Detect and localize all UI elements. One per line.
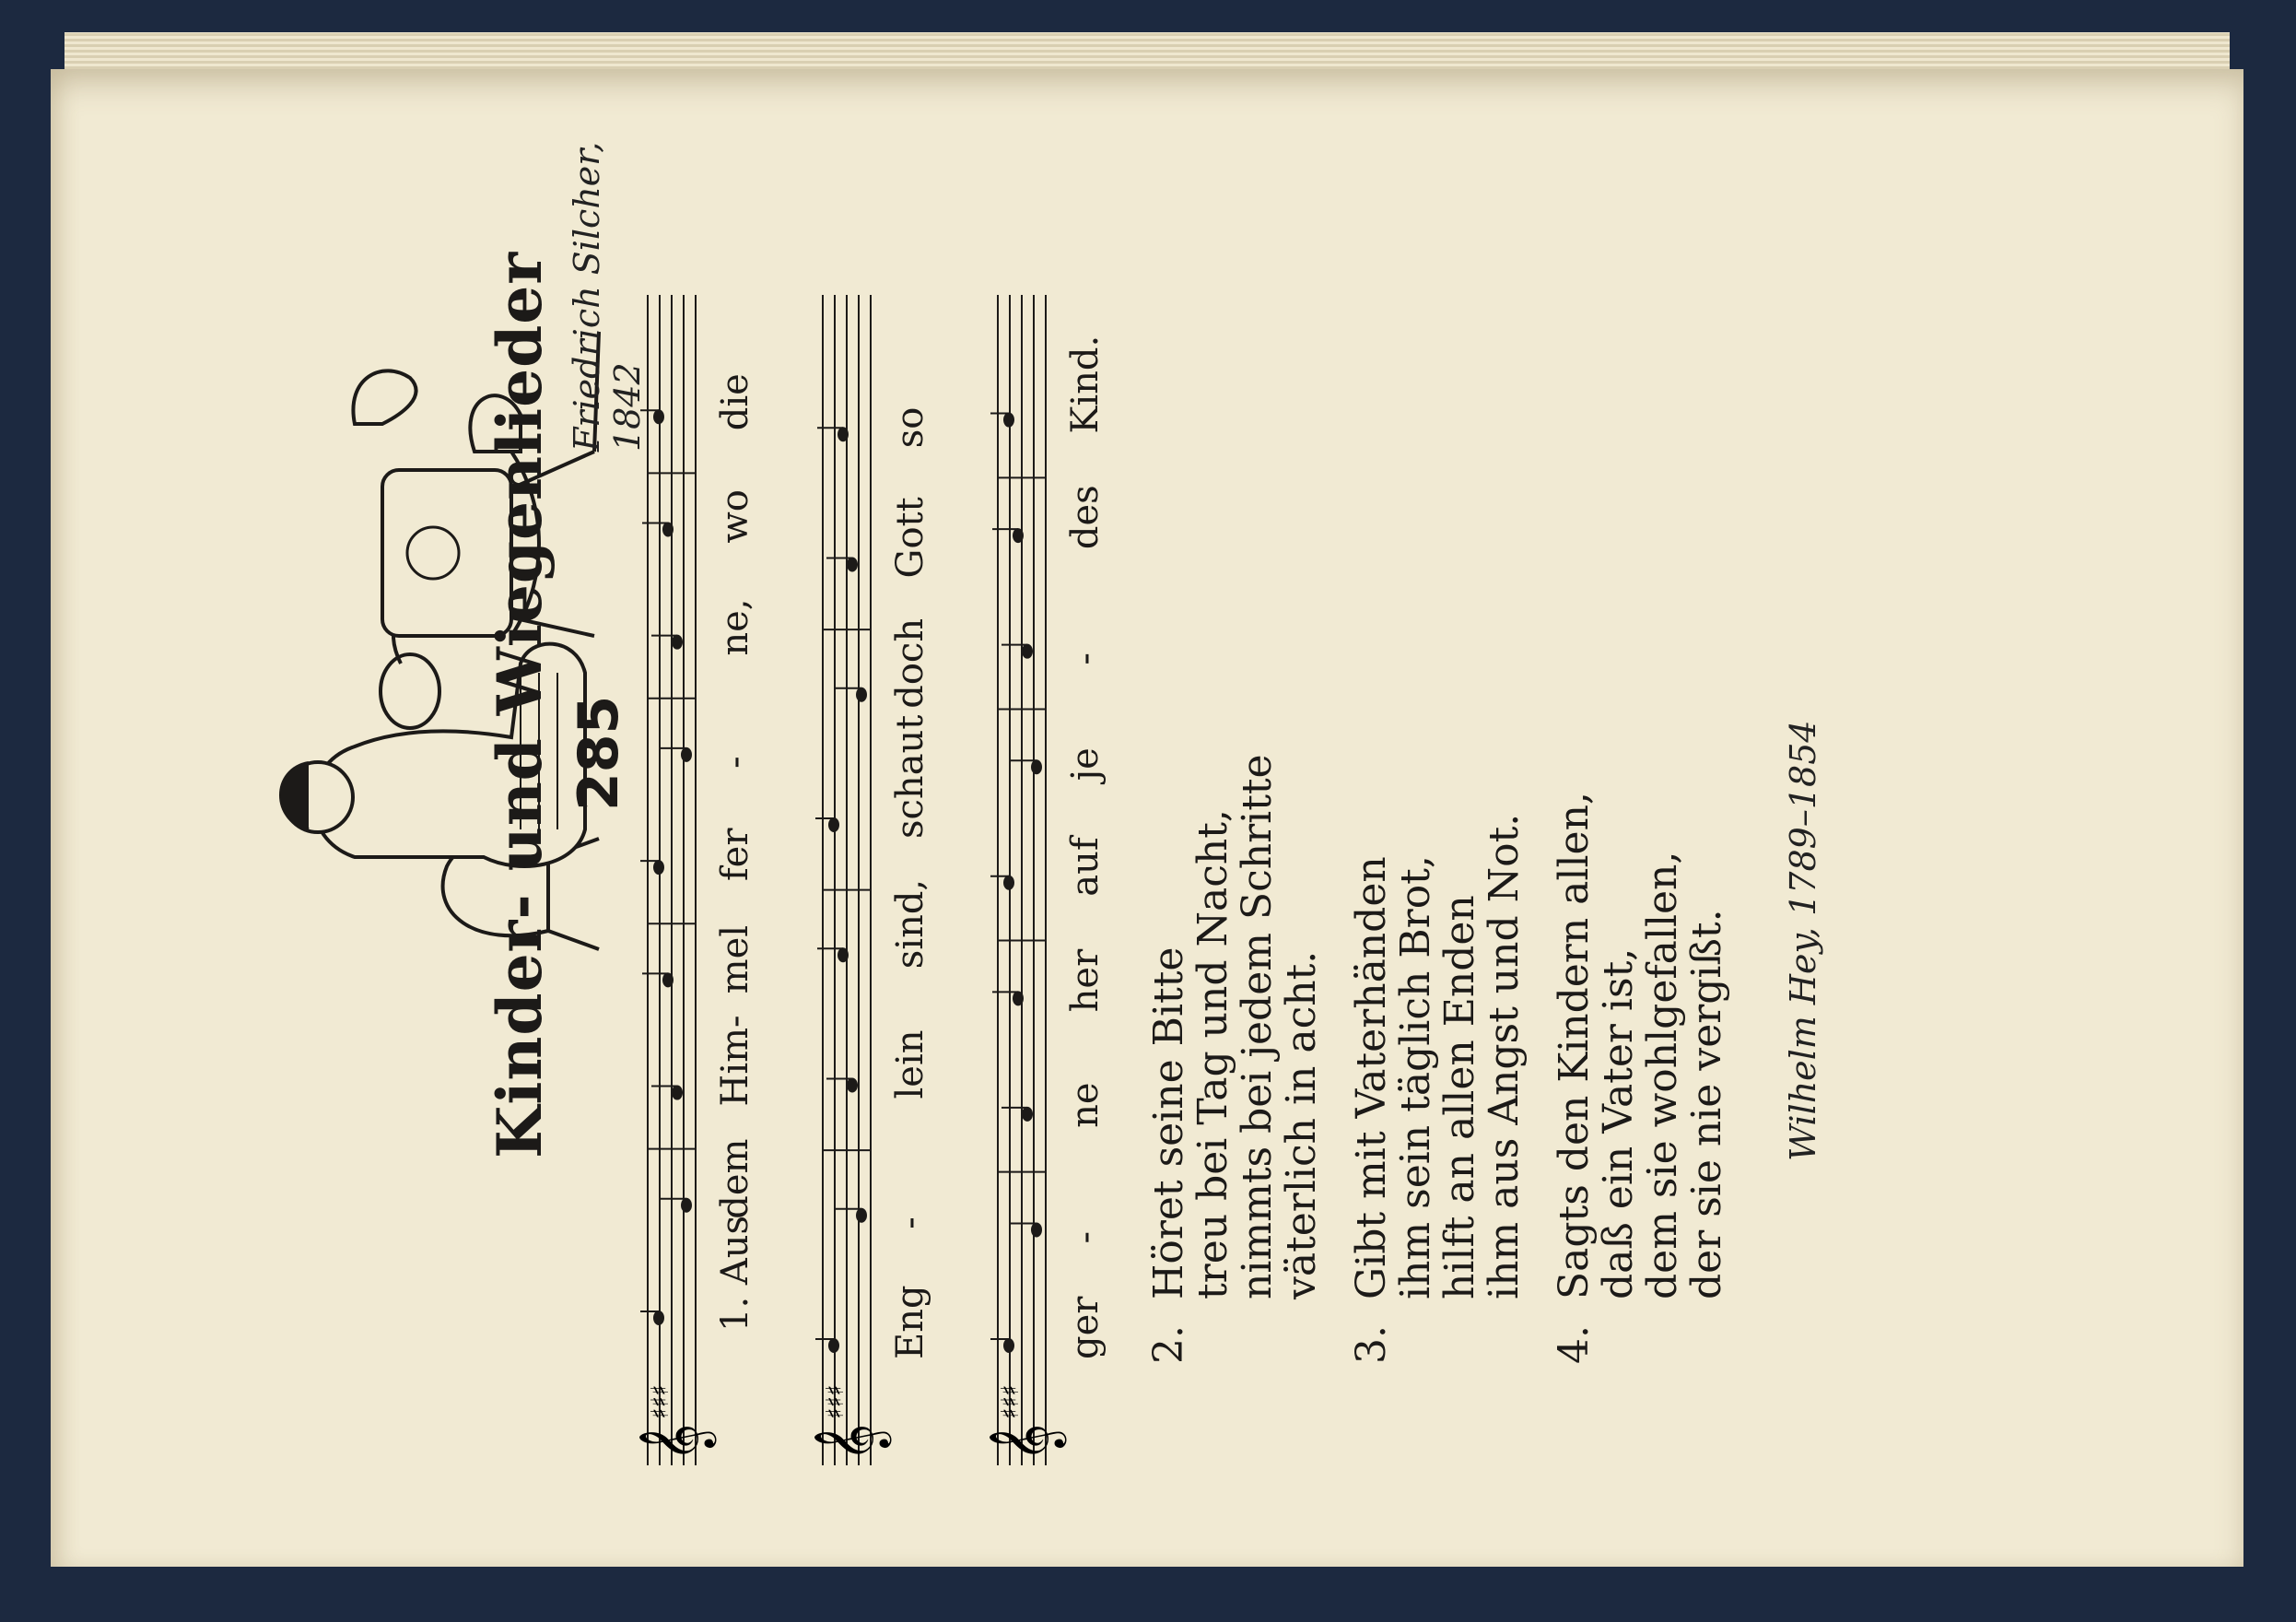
note-head [847, 1078, 858, 1093]
author-credit: Wilhelm Hey, 1789–1854 [1783, 720, 1823, 1161]
note-head [672, 1086, 683, 1100]
lyric-syllable: her [1064, 948, 1107, 1013]
song-number: 285 [567, 695, 631, 811]
verse-number: 3. [1348, 1325, 1395, 1364]
note-head [838, 947, 849, 962]
lyric-syllable: ger [1064, 1296, 1107, 1359]
verse-3 [1350, 258, 1543, 1364]
key-signature-sharps: ♯♯♯ [647, 1384, 674, 1419]
note-head [653, 409, 664, 424]
verse-line: ihm sein täglich Brot, [1392, 855, 1439, 1299]
lyric-syllable: Kind. [1064, 335, 1107, 434]
lyric-syllable: lein [889, 1029, 931, 1099]
lyric-syllable: doch [889, 617, 931, 709]
note-head [662, 522, 674, 536]
lyric-syllable: Gott [889, 497, 931, 579]
verse-line: der sie nie vergißt. [1683, 909, 1730, 1299]
note-head [1003, 876, 1014, 890]
lyric-syllable: Eng [889, 1285, 931, 1359]
lyric-syllable: ne, [714, 598, 756, 656]
lyric-syllable: Him- [714, 1015, 756, 1107]
lyric-syllable: - [1064, 1230, 1107, 1244]
music-staff-1 [638, 295, 713, 1465]
music-staff-2 [813, 295, 888, 1465]
note-head [653, 1311, 664, 1325]
composer-credit: Friedrich Silcher, 1842 [567, 141, 648, 452]
note-head [838, 427, 849, 441]
lyric-syllable: - [1064, 652, 1107, 665]
verse-4 [1552, 258, 1746, 1364]
section-title: Kinder- und Wiegenlieder [484, 252, 556, 1158]
note-head [856, 1208, 867, 1223]
verse-line: Gibt mit Vaterhänden [1348, 856, 1395, 1299]
note-head [653, 860, 664, 875]
treble-clef-icon: 𝄞 [638, 1423, 713, 1462]
note-head [1013, 528, 1024, 543]
verse-line: nimmts bei jedem Schritte [1234, 754, 1281, 1299]
book-page [51, 69, 2243, 1567]
lyric-syllable: schaut [889, 714, 931, 839]
note-head [1022, 644, 1033, 659]
lyric-syllable: auf [1064, 837, 1107, 897]
note-head [681, 747, 692, 762]
lyric-syllable: dem [714, 1138, 756, 1219]
lyric-syllable: so [889, 406, 931, 449]
lyric-syllable: je [1064, 747, 1107, 782]
note-head [1031, 759, 1042, 774]
lyric-syllable: wo [714, 489, 756, 544]
verse-line: dem sie wohlgefallen, [1639, 851, 1686, 1299]
note-head [1013, 991, 1024, 1005]
music-staff-3 [988, 295, 1063, 1465]
verse-number: 2. [1145, 1325, 1192, 1364]
verse-line: daß ein Vater ist, [1595, 947, 1642, 1299]
verse-line: treu bei Tag und Nacht, [1189, 809, 1236, 1299]
lyric-syllable: des [1064, 485, 1107, 550]
verse-line: Sagts den Kindern allen, [1551, 792, 1598, 1299]
verse-line: ihm aus Angst und Not. [1481, 813, 1528, 1299]
note-head [1003, 413, 1014, 428]
verse-line: hilft an allen Enden [1436, 895, 1483, 1299]
note-head [662, 972, 674, 987]
note-head [856, 688, 867, 702]
verse-2 [1147, 258, 1341, 1364]
note-head [681, 1198, 692, 1213]
note-head [1031, 1222, 1042, 1237]
note-head [1003, 1338, 1014, 1353]
key-signature-sharps: ♯♯♯ [822, 1384, 849, 1419]
key-signature-sharps: ♯♯♯ [997, 1384, 1025, 1419]
treble-clef-icon: 𝄞 [813, 1423, 888, 1462]
lyric-syllable: sind, [889, 878, 931, 970]
lyric-syllable: - [889, 1216, 931, 1229]
lyric-syllable: fer [714, 828, 756, 882]
page-edge [64, 32, 2230, 69]
note-head [828, 1338, 839, 1353]
lyric-syllable: die [714, 373, 756, 431]
verse-number: 4. [1551, 1325, 1598, 1364]
treble-clef-icon: 𝄞 [988, 1423, 1063, 1462]
verse-line: Höret seine Bitte [1145, 946, 1192, 1299]
lyric-syllable: mel [714, 924, 756, 994]
lyric-syllable: ne [1064, 1082, 1107, 1128]
verse-line: väterlich in acht. [1278, 950, 1325, 1299]
lyric-syllable: - [714, 756, 756, 769]
note-head [672, 635, 683, 650]
lyric-syllable: 1. Aus [714, 1215, 756, 1332]
note-head [1022, 1107, 1033, 1122]
note-head [847, 558, 858, 572]
note-head [828, 817, 839, 832]
